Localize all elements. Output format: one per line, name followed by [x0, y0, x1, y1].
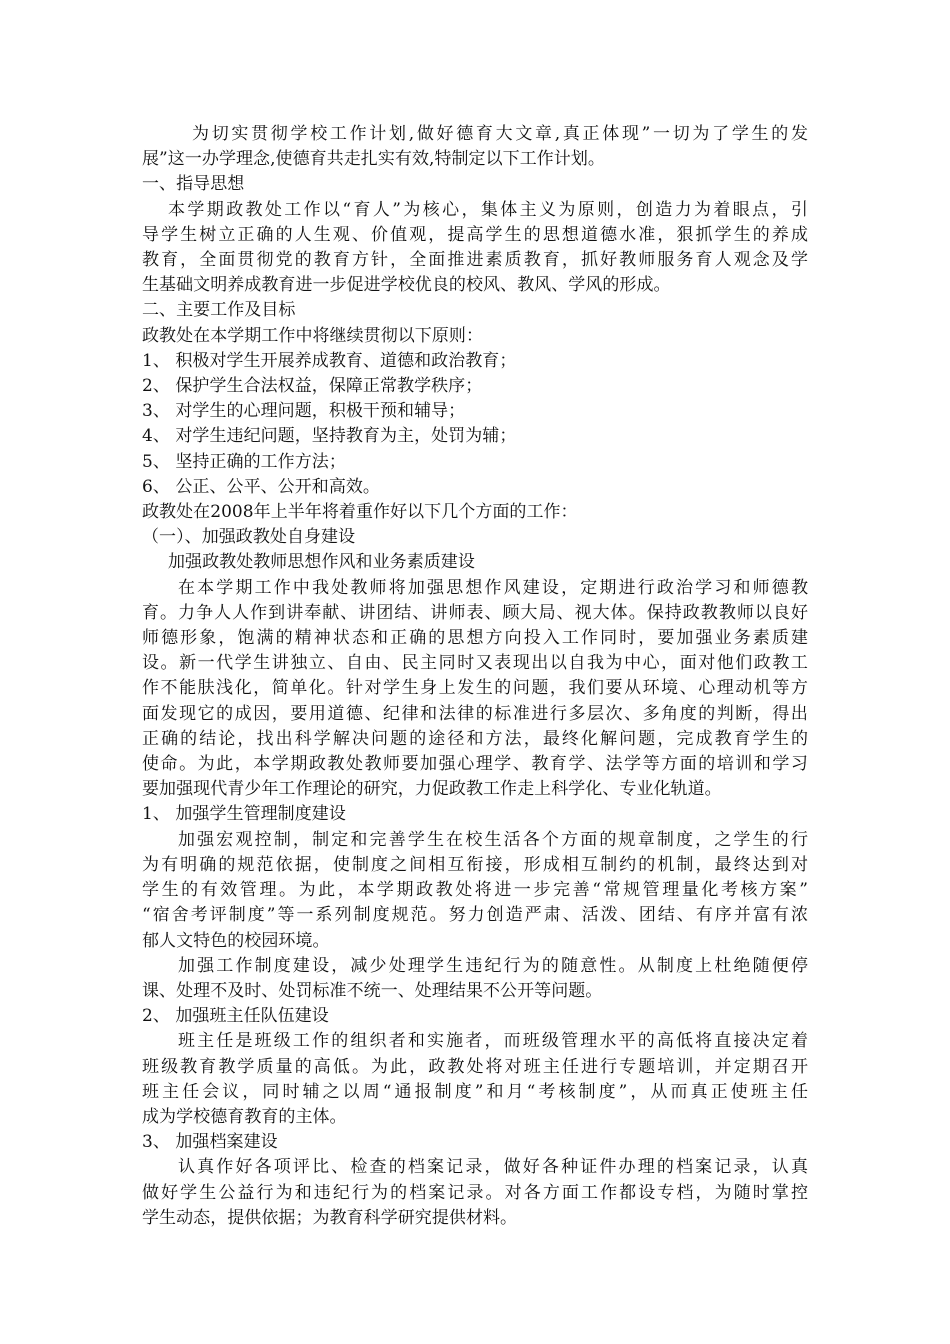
section-heading: 一、指导思想 — [142, 174, 245, 195]
paragraph-line: 认真作好各项评比、检查的档案记录，做好各种证件办理的档案记录，认真 — [178, 1157, 808, 1178]
paragraph-line: 政教处在2008年上半年将着重作好以下几个方面的工作： — [142, 502, 578, 523]
paragraph-line: 面发现它的成因，要用道德、纪律和法律的标准进行多层次、多角度的判断，得出 — [142, 703, 808, 724]
paragraph-line: 作不能肤浅化，简单化。针对学生身上发生的问题，我们要从环境、心理动机等方 — [142, 678, 808, 699]
paragraph-line: 成为学校德育教育的主体。 — [142, 1106, 347, 1127]
paragraph-line: 导学生树立正确的人生观、价值观，提高学生的思想道德水准，狠抓学生的养成 — [142, 224, 808, 245]
paragraph-line: 班主任是班级工作的组织者和实施者，而班级管理水平的高低将直接决定着 — [178, 1031, 808, 1052]
paragraph-line: 课、处理不及时、处罚标准不统一、处理结果不公开等问题。 — [142, 980, 603, 1001]
paragraph-line: 在本学期工作中我处教师将加强思想作风建设，定期进行政治学习和师德教 — [178, 577, 808, 598]
paragraph-line: “宿舍考评制度”等一系列制度规范。努力创造严肃、活泼、团结、有序并富有浓 — [142, 905, 808, 926]
paragraph-line: 班级教育教学质量的高低。为此，政教处将对班主任进行专题培训，并定期召开 — [142, 1056, 808, 1077]
paragraph-line: 为有明确的规范依据，使制度之间相互衔接，形成相互制约的机制，最终达到对 — [142, 854, 808, 875]
subsection-heading: 加强政教处教师思想作风和业务素质建设 — [168, 552, 475, 573]
paragraph-line: 学生动态，提供依据；为教育科学研究提供材料。 — [142, 1207, 518, 1228]
list-item: 5、 坚持正确的工作方法； — [142, 451, 346, 472]
paragraph-line: 使命。为此，本学期政教处教师要加强心理学、教育学、法学等方面的培训和学习 — [142, 754, 808, 775]
paragraph-line: 加强工作制度建设，减少处理学生违纪行为的随意性。从制度上杜绝随便停 — [178, 955, 808, 976]
list-item: 1、 加强学生管理制度建设 — [142, 804, 346, 825]
paragraph-line: 正确的结论，找出科学解决问题的途径和方法，最终化解问题，完成教育学生的 — [142, 728, 808, 749]
list-item: 4、 对学生违纪问题，坚持教育为主，处罚为辅； — [142, 426, 517, 447]
intro-line: 展”这一办学理念,使德育共走扎实有效,特制定以下工作计划。 — [142, 149, 605, 170]
paragraph-line: 郁人文特色的校园环境。 — [142, 930, 330, 951]
paragraph-line: 加强宏观控制，制定和完善学生在校生活各个方面的规章制度，之学生的行 — [178, 829, 808, 850]
list-item: 3、 对学生的心理问题，积极干预和辅导； — [142, 401, 466, 422]
list-item: 6、 公正、公平、公开和高效。 — [142, 476, 380, 497]
paragraph-line: 班主任会议，同时辅之以周“通报制度”和月“考核制度”，从而真正使班主任 — [142, 1081, 808, 1102]
paragraph-line: 要加强现代青少年工作理论的研究，力促政教工作走上科学化、专业化轨道。 — [142, 779, 722, 800]
paragraph-line: 做好学生公益行为和违纪行为的档案记录。对各方面工作都设专档，为随时掌控 — [142, 1182, 808, 1203]
section-heading: 二、主要工作及目标 — [142, 300, 296, 321]
paragraph-line: 育。力争人人作到讲奉献、讲团结、讲师表、顾大局、视大体。保持政教教师以良好 — [142, 602, 808, 623]
paragraph-line: 本学期政教处工作以“育人”为核心，集体主义为原则，创造力为着眼点，引 — [168, 199, 808, 220]
paragraph-line: 生基础文明养成教育进一步促进学校优良的校风、教风、学风的形成。 — [142, 275, 671, 296]
paragraph-line: 政教处在本学期工作中将继续贯彻以下原则： — [142, 325, 483, 346]
list-item: 3、 加强档案建设 — [142, 1132, 278, 1153]
list-item: 2、 保护学生合法权益，保障正常教学秩序； — [142, 376, 483, 397]
list-item: 2、 加强班主任队伍建设 — [142, 1006, 329, 1027]
subsection-heading: （一）、加强政教处自身建设 — [142, 527, 356, 548]
paragraph-line: 学生的有效管理。为此，本学期政教处将进一步完善“常规管理量化考核方案” — [142, 880, 808, 901]
list-item: 1、 积极对学生开展养成教育、道德和政治教育； — [142, 350, 517, 371]
intro-line: 为切实贯彻学校工作计划,做好德育大文章,真正体现”一切为了学生的发 — [192, 124, 808, 144]
paragraph-line: 设。新一代学生讲独立、自由、民主同时又表现出以自我为中心，面对他们政教工 — [142, 653, 808, 674]
paragraph-line: 教育，全面贯彻党的教育方针，全面推进素质教育，抓好教师服务育人观念及学 — [142, 250, 808, 271]
paragraph-line: 师德形象，饱满的精神状态和正确的思想方向投入工作同时，要加强业务素质建 — [142, 628, 808, 649]
